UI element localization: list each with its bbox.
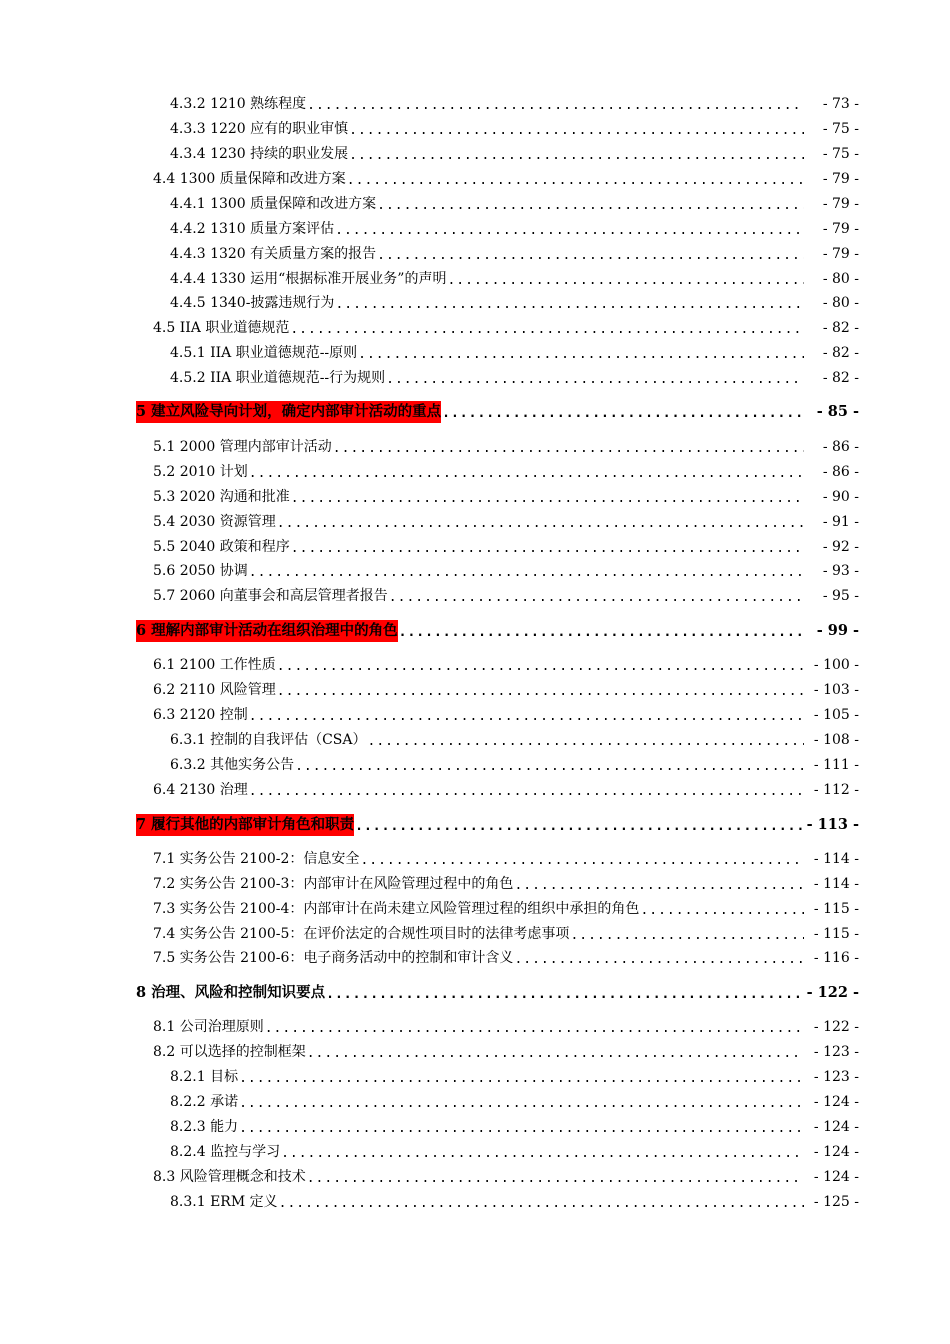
toc-entry-title: 5.7 2060 向董事会和高层管理者报告: [153, 588, 388, 604]
toc-page-number: - 73 -: [822, 96, 859, 112]
toc-entry-title: 4.3.3 1220 应有的职业审慎: [170, 121, 349, 137]
toc-page-number: - 75 -: [822, 146, 859, 162]
toc-page-number: - 100 -: [813, 657, 859, 673]
toc-page-number: - 113 -: [806, 816, 859, 833]
toc-entry[interactable]: [0, 1016, 950, 1038]
toc-page-number: - 93 -: [822, 563, 859, 579]
toc-page-number: - 124 -: [813, 1144, 859, 1160]
toc-entry[interactable]: [0, 1041, 950, 1063]
toc-entry-title: 6 理解内部审计活动在组织治理中的角色: [136, 620, 398, 642]
dot-leader: [239, 1118, 804, 1140]
toc-entry[interactable]: [0, 118, 950, 140]
toc-entry[interactable]: [0, 461, 950, 483]
toc-entry-title: 4.4.5 1340-披露违规行为: [170, 295, 335, 311]
toc-page-number: - 82 -: [822, 370, 859, 386]
dot-leader: [295, 756, 804, 778]
toc-page-number: - 124 -: [813, 1119, 859, 1135]
toc-page-number: - 123 -: [813, 1069, 859, 1085]
toc-page-number: - 99 -: [816, 622, 859, 639]
toc-entry-title: 4.4 1300 质量保障和改进方案: [153, 171, 346, 187]
toc-entry-title: 6.1 2100 工作性质: [153, 657, 276, 673]
dot-leader: [307, 1043, 804, 1065]
dot-leader: [386, 369, 804, 391]
toc-entry[interactable]: [0, 536, 950, 558]
toc-page-number: - 108 -: [813, 732, 859, 748]
toc-entry-title: 5.3 2020 沟通和批准: [153, 489, 290, 505]
dot-leader: [333, 438, 804, 460]
toc-entry[interactable]: [0, 342, 950, 364]
toc-entry[interactable]: [0, 168, 950, 190]
toc-chapter-entry[interactable]: [0, 814, 950, 836]
toc-entry-title: 4.5 IIA 职业道德规范: [153, 320, 290, 336]
dot-leader: [360, 850, 804, 872]
toc-page-number: - 79 -: [822, 221, 859, 237]
dot-leader: [326, 984, 804, 1006]
toc-entry-title: 6.3.1 控制的自我评估（CSA）: [170, 732, 367, 748]
toc-entry-title: 7.1 实务公告 2100-2：信息安全: [153, 851, 360, 867]
dot-leader: [447, 270, 804, 292]
toc-entry-title: 7.5 实务公告 2100-6：电子商务活动中的控制和审计含义: [153, 950, 514, 966]
toc-page-number: - 82 -: [822, 345, 859, 361]
toc-entry-title: 4.4.2 1310 质量方案评估: [170, 221, 335, 237]
toc-page-number: - 111 -: [813, 757, 859, 773]
dot-leader: [291, 538, 804, 560]
toc-page-number: - 86 -: [822, 439, 859, 455]
toc-entry-title: 5.1 2000 管理内部审计活动: [153, 439, 332, 455]
dot-leader: [249, 781, 804, 803]
toc-entry[interactable]: [0, 729, 950, 751]
dot-leader: [640, 900, 804, 922]
dot-leader: [355, 816, 804, 838]
toc-page-number: - 82 -: [822, 320, 859, 336]
toc-entry[interactable]: [0, 292, 950, 314]
dot-leader: [249, 562, 804, 584]
toc-page-number: - 90 -: [822, 489, 859, 505]
toc-entry-title: 8.3 风险管理概念和技术: [153, 1169, 306, 1185]
dot-leader: [377, 245, 804, 267]
toc-chapter-entry[interactable]: [0, 982, 950, 1004]
dot-leader: [279, 1193, 804, 1215]
toc-chapter-entry[interactable]: [0, 620, 950, 642]
toc-entry[interactable]: [0, 704, 950, 726]
toc-page-number: - 105 -: [813, 707, 859, 723]
toc-entry[interactable]: [0, 947, 950, 969]
toc-page-number: - 103 -: [813, 682, 859, 698]
toc-entry[interactable]: [0, 1116, 950, 1138]
dot-leader: [358, 344, 804, 366]
toc-entry[interactable]: [0, 873, 950, 895]
dot-leader: [307, 1168, 804, 1190]
toc-entry-title: 4.3.2 1210 熟练程度: [170, 96, 307, 112]
dot-leader: [347, 170, 804, 192]
dot-leader: [290, 319, 804, 341]
toc-entry-title: 5.4 2030 资源管理: [153, 514, 276, 530]
toc-page-number: - 125 -: [813, 1194, 859, 1210]
toc-entry-title: 8.2.3 能力: [170, 1119, 239, 1135]
dot-leader: [281, 1143, 804, 1165]
dot-leader: [277, 513, 804, 535]
toc-entry[interactable]: [0, 1066, 950, 1088]
toc-entry-title: 8.2.2 承诺: [170, 1094, 239, 1110]
toc-entry-title: 4.4.1 1300 质量保障和改进方案: [170, 196, 377, 212]
toc-page-number: - 85 -: [816, 403, 859, 420]
dot-leader: [570, 925, 804, 947]
toc-page-number: - 75 -: [822, 121, 859, 137]
dot-leader: [442, 403, 804, 425]
toc-entry-title: 5.5 2040 政策和程序: [153, 539, 290, 555]
dot-leader: [514, 949, 804, 971]
toc-page-number: - 123 -: [813, 1044, 859, 1060]
toc-entry-title: 5 建立风险导向计划，确定内部审计活动的重点: [136, 401, 441, 423]
toc-entry[interactable]: [0, 1141, 950, 1163]
toc-entry[interactable]: [0, 143, 950, 165]
dot-leader: [377, 195, 804, 217]
toc-entry-title: 7.3 实务公告 2100-4：内部审计在尚未建立风险管理过程的组织中承担的角色: [153, 901, 640, 917]
toc-entry-title: 8 治理、风险和控制知识要点: [136, 984, 326, 1001]
toc-entry[interactable]: [0, 923, 950, 945]
toc-page-number: - 124 -: [813, 1169, 859, 1185]
dot-leader: [335, 294, 804, 316]
toc-entry[interactable]: [0, 679, 950, 701]
toc-entry-title: 7.4 实务公告 2100-5：在评价法定的合规性项目时的法律考虑事项: [153, 926, 570, 942]
dot-leader: [249, 706, 804, 728]
toc-page-number: - 95 -: [822, 588, 859, 604]
toc-page-number: - 122 -: [806, 984, 859, 1001]
toc-page-number: - 122 -: [813, 1019, 859, 1035]
dot-leader: [514, 875, 804, 897]
toc-entry-title: 6.2 2110 风险管理: [153, 682, 276, 698]
toc-page-number: - 79 -: [822, 196, 859, 212]
toc-page-number: - 92 -: [822, 539, 859, 555]
toc-entry-title: 8.2.1 目标: [170, 1069, 239, 1085]
toc-entry[interactable]: [0, 93, 950, 115]
toc-page-number: - 115 -: [813, 901, 859, 917]
toc-entry-title: 4.4.3 1320 有关质量方案的报告: [170, 246, 377, 262]
toc-entry-title: 7 履行其他的内部审计角色和职责: [136, 814, 354, 836]
toc-entry[interactable]: [0, 218, 950, 240]
dot-leader: [277, 656, 804, 678]
toc-page-number: - 86 -: [822, 464, 859, 480]
toc-page-number: - 115 -: [813, 926, 859, 942]
toc-entry-title: 6.3 2120 控制: [153, 707, 248, 723]
toc-entry[interactable]: [0, 367, 950, 389]
dot-leader: [389, 587, 804, 609]
toc-chapter-entry[interactable]: [0, 401, 950, 423]
toc-entry-title: 8.2.4 监控与学习: [170, 1144, 281, 1160]
toc-entry-title: 6.4 2130 治理: [153, 782, 248, 798]
toc-entry[interactable]: [0, 268, 950, 290]
toc-entry[interactable]: [0, 779, 950, 801]
dot-leader: [335, 220, 804, 242]
toc-entry[interactable]: [0, 511, 950, 533]
toc-entry[interactable]: [0, 560, 950, 582]
toc-page-number: - 79 -: [822, 171, 859, 187]
toc-entry[interactable]: [0, 585, 950, 607]
dot-leader: [291, 488, 804, 510]
toc-entry[interactable]: [0, 848, 950, 870]
toc-entry-title: 8.1 公司治理原则: [153, 1019, 264, 1035]
toc-entry[interactable]: [0, 898, 950, 920]
toc-page-number: - 116 -: [813, 950, 859, 966]
dot-leader: [368, 731, 805, 753]
dot-leader: [399, 622, 804, 644]
toc-entry[interactable]: [0, 1191, 950, 1213]
dot-leader: [349, 120, 804, 142]
dot-leader: [349, 145, 804, 167]
dot-leader: [239, 1068, 804, 1090]
dot-leader: [265, 1018, 804, 1040]
toc-page-number: - 80 -: [822, 271, 859, 287]
toc-entry-title: 4.5.1 IIA 职业道德规范--原则: [170, 345, 358, 361]
dot-leader: [277, 681, 804, 703]
toc-entry[interactable]: [0, 317, 950, 339]
toc-entry-title: 6.3.2 其他实务公告: [170, 757, 295, 773]
toc-entry[interactable]: [0, 654, 950, 676]
toc-entry[interactable]: [0, 1091, 950, 1113]
toc-entry-title: 4.4.4 1330 运用“根据标准开展业务”的声明: [170, 271, 447, 287]
toc-entry-title: 7.2 实务公告 2100-3：内部审计在风险管理过程中的角色: [153, 876, 514, 892]
toc-entry-title: 5.6 2050 协调: [153, 563, 248, 579]
toc-entry-title: 4.5.2 IIA 职业道德规范--行为规则: [170, 370, 386, 386]
toc-page-number: - 91 -: [822, 514, 859, 530]
toc-entry[interactable]: [0, 243, 950, 265]
dot-leader: [307, 95, 804, 117]
toc-entry[interactable]: [0, 1166, 950, 1188]
toc-entry[interactable]: [0, 436, 950, 458]
toc-entry[interactable]: [0, 193, 950, 215]
toc-page-number: - 112 -: [813, 782, 859, 798]
toc-page-number: - 114 -: [813, 851, 859, 867]
dot-leader: [239, 1093, 804, 1115]
toc-page-number: - 124 -: [813, 1094, 859, 1110]
toc-entry-title: 4.3.4 1230 持续的职业发展: [170, 146, 349, 162]
dot-leader: [249, 463, 804, 485]
toc-page-number: - 114 -: [813, 876, 859, 892]
toc-entry-title: 8.2 可以选择的控制框架: [153, 1044, 306, 1060]
toc-page-number: - 79 -: [822, 246, 859, 262]
toc-entry-title: 8.3.1 ERM 定义: [170, 1194, 278, 1210]
toc-page-number: - 80 -: [822, 295, 859, 311]
toc-entry[interactable]: [0, 754, 950, 776]
toc-entry-title: 5.2 2010 计划: [153, 464, 248, 480]
toc-entry[interactable]: [0, 486, 950, 508]
